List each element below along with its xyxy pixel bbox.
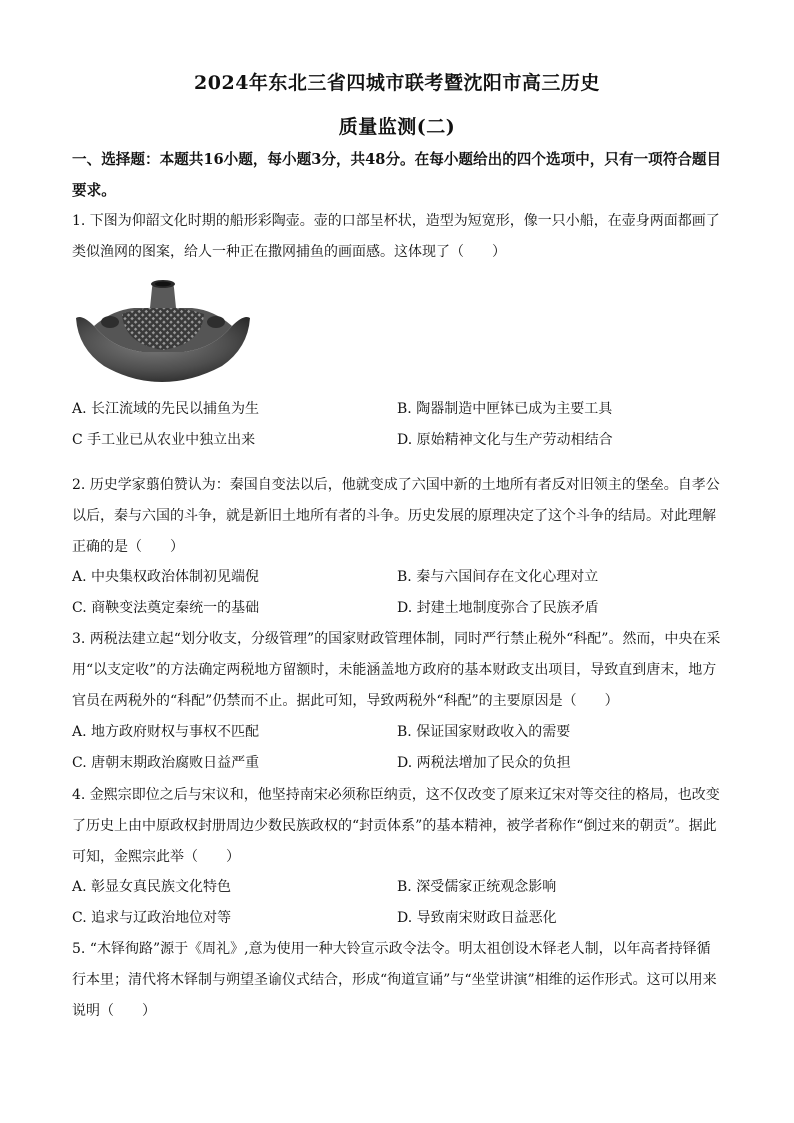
question-2-option-a[interactable]: A. 中央集权政治体制初见端倪	[72, 569, 260, 585]
question-4-option-a[interactable]: A. 彰显女真民族文化特色	[72, 879, 232, 895]
question-4-option-c[interactable]: C. 追求与辽政治地位对等	[72, 910, 232, 926]
question-3-option-b[interactable]: B. 保证国家财政收入的需要	[397, 724, 571, 740]
question-4-option-b[interactable]: B. 深受儒家正统观念影响	[397, 879, 557, 895]
question-1-option-c[interactable]: C 手工业已从农业中独立出来	[72, 432, 256, 448]
question-1-option-b[interactable]: B. 陶器制造中匣钵已成为主要工具	[397, 401, 613, 417]
exam-title: 2024年东北三省四城市联考暨沈阳市高三历史	[194, 72, 600, 94]
question-5-stem: 5. “木铎徇路”源于《周礼》,意为使用一种大铃宣示政令法令。明太祖创设木铎老人制，以年高者持铎循行本里；清代将木铎制与朔望圣谕仪式结合，形成“徇道宣诵”与“坐堂讲演”相维的运作形式。这可以用来说明（ ）	[72, 941, 717, 1019]
question-4-stem: 4. 金熙宗即位之后与宋议和，他坚持南宋必须称臣纳贡，这不仅改变了原来辽宋对等交往的格局，也改变了历史上由中原政权封册周边少数民族政权的“封贡体系”的基本精神，被学者称作“倒过来的朝贡”。据此可知，金熙宗此举（ ）	[72, 787, 720, 865]
question-2-option-b[interactable]: B. 秦与六国间存在文化心理对立	[397, 569, 599, 585]
boat-shaped-pottery-pot-image	[72, 278, 254, 382]
question-2-option-d[interactable]: D. 封建土地制度弥合了民族矛盾	[397, 600, 599, 616]
question-3-option-c[interactable]: C. 唐朝末期政治腐败日益严重	[72, 755, 260, 771]
question-2-option-c[interactable]: C. 商鞅变法奠定秦统一的基础	[72, 600, 260, 616]
question-1-stem: 1. 下图为仰韶文化时期的船形彩陶壶。壶的口部呈杯状，造型为短宽形，像一只小船，在壶身两面都画了类似渔网的图案，给人一种正在撒网捕鱼的画面感。这体现了（ ）	[72, 213, 720, 260]
question-4-option-d[interactable]: D. 导致南宋财政日益恶化	[397, 910, 557, 926]
exam-subtitle: 质量监测(二)	[338, 116, 456, 138]
question-1-option-d[interactable]: D. 原始精神文化与生产劳动相结合	[397, 432, 613, 448]
question-3-option-a[interactable]: A. 地方政府财权与事权不匹配	[72, 724, 260, 740]
question-3-option-d[interactable]: D. 两税法增加了民众的负担	[397, 755, 571, 771]
question-1-option-a[interactable]: A. 长江流域的先民以捕鱼为生	[72, 401, 260, 417]
section-heading: 一、选择题：本题共16小题，每小题3分，共48分。在每小题给出的四个选项中，只有一项符合题目要求。	[72, 151, 722, 199]
question-3-stem: 3. 两税法建立起“划分收支，分级管理”的国家财政管理体制，同时严行禁止税外“科配”。然而，中央在采用“以支定收”的方法确定两税地方留额时，未能涵盖地方政府的基本财政支出项目，导致直到唐末，地方官员在两税外的“科配”仍禁而不止。据此可知，导致两税外“科配”的主要原因是（ ）	[72, 631, 721, 709]
question-2-stem: 2. 历史学家翦伯赞认为：秦国自变法以后，他就变成了六国中新的土地所有者反对旧领主的堡垒。自孝公以后，秦与六国的斗争，就是新旧土地所有者的斗争。历史发展的原理决定了这个斗争的结局。对此理解正确的是（ ）	[72, 477, 720, 555]
